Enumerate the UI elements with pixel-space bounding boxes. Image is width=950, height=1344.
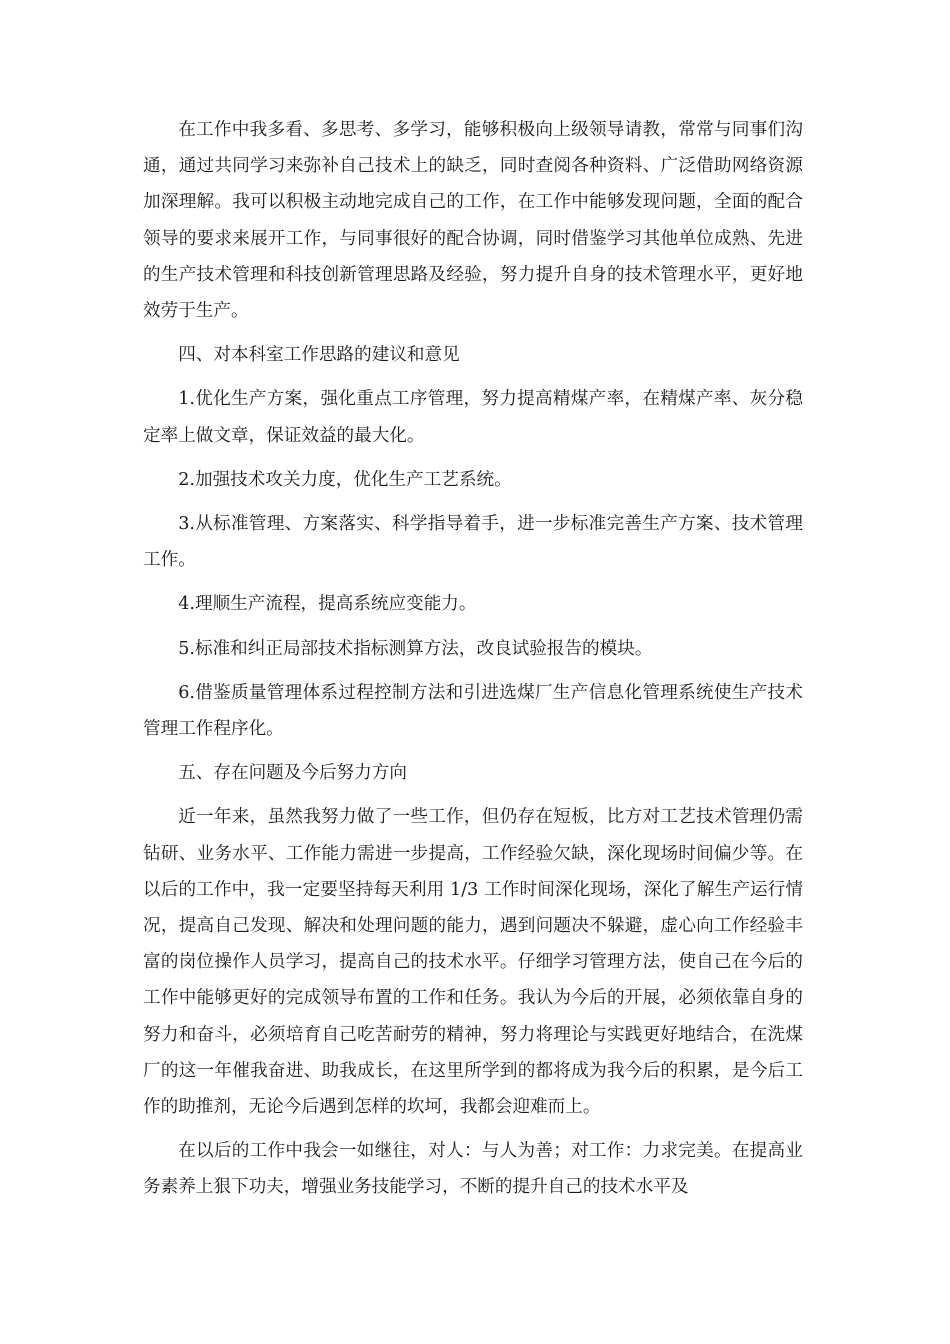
paragraph-work-attitude: 在工作中我多看、多思考、多学习，能够积极向上级领导请教，常常与同事们沟通，通过共同学习来弥补自己技术上的缺乏，同时查阅各种资料、广泛借助网络资源加深理解。我可以积极主动地完成自己的工作，在工作中能够发现问题，全面的配合领导的要求来展开工作，与同事很好的配合协调，同时借鉴学习其他单位成熟、先进的生产技术管理和科技创新管理思路及经验，努力提升自身的技术管理水平，更好地效劳于生产。 (143, 120, 803, 322)
document-page (143, 112, 803, 1206)
section-heading-suggestions: 四、对本科室工作思路的建议和意见 (178, 345, 460, 366)
list-item-suggestion-2: 2.加强技术攻关力度，优化生产工艺系统。 (178, 469, 512, 490)
paragraph-problems: 近一年来，虽然我努力做了一些工作，但仍存在短板，比方对工艺技术管理仍需钻研、业务水平、工作能力需进一步提高，工作经验欠缺，深化现场时间偏少等。在以后的工作中，我一定要坚持每天利用 1/3 工作时间深化现场，深化了解生产运行情况，提高自己发现、解决和处理问题的能力，遇到问题决不躲避，虚心向工作经验丰富的岗位操作人员学习，提高自己的技术水平。仔细学习管理方法，使自己在今后的工作中能够更好的完成领导布置的工作和任务。我认为今后的开展，必须依靠自身的努力和奋斗，必须培育自己吃苦耐劳的精神，努力将理论与实践更好地结合，在洗煤厂的这一年催我奋进、助我成长，在这里所学到的都将成为我今后的积累，是今后工作的助推剂，无论今后遇到怎样的坎坷，我都会迎难而上。 (143, 807, 803, 1118)
list-item-suggestion-6: 6.借鉴质量管理体系过程控制方法和引进选煤厂生产信息化管理系统使生产技术管理工作程序化。 (143, 682, 803, 740)
paragraph-future: 在以后的工作中我会一如继往，对人：与人为善；对工作：力求完美。在提高业务素养上狠下功夫，增强业务技能学习，不断的提升自己的技术水平及 (143, 1141, 803, 1198)
list-item-suggestion-1: 1.优化生产方案，强化重点工序管理，努力提高精煤产率，在精煤产率、灰分稳定率上做文章，保证效益的最大化。 (143, 389, 803, 446)
section-heading-problems: 五、存在问题及今后努力方向 (178, 763, 407, 784)
list-item-suggestion-3: 3.从标准管理、方案落实、科学指导着手，进一步标准完善生产方案、技术管理工作。 (143, 514, 803, 571)
list-item-suggestion-5: 5.标准和纠正局部技术指标测算方法，改良试验报告的模块。 (178, 638, 653, 659)
list-item-suggestion-4: 4.理顺生产流程，提高系统应变能力。 (178, 594, 477, 615)
